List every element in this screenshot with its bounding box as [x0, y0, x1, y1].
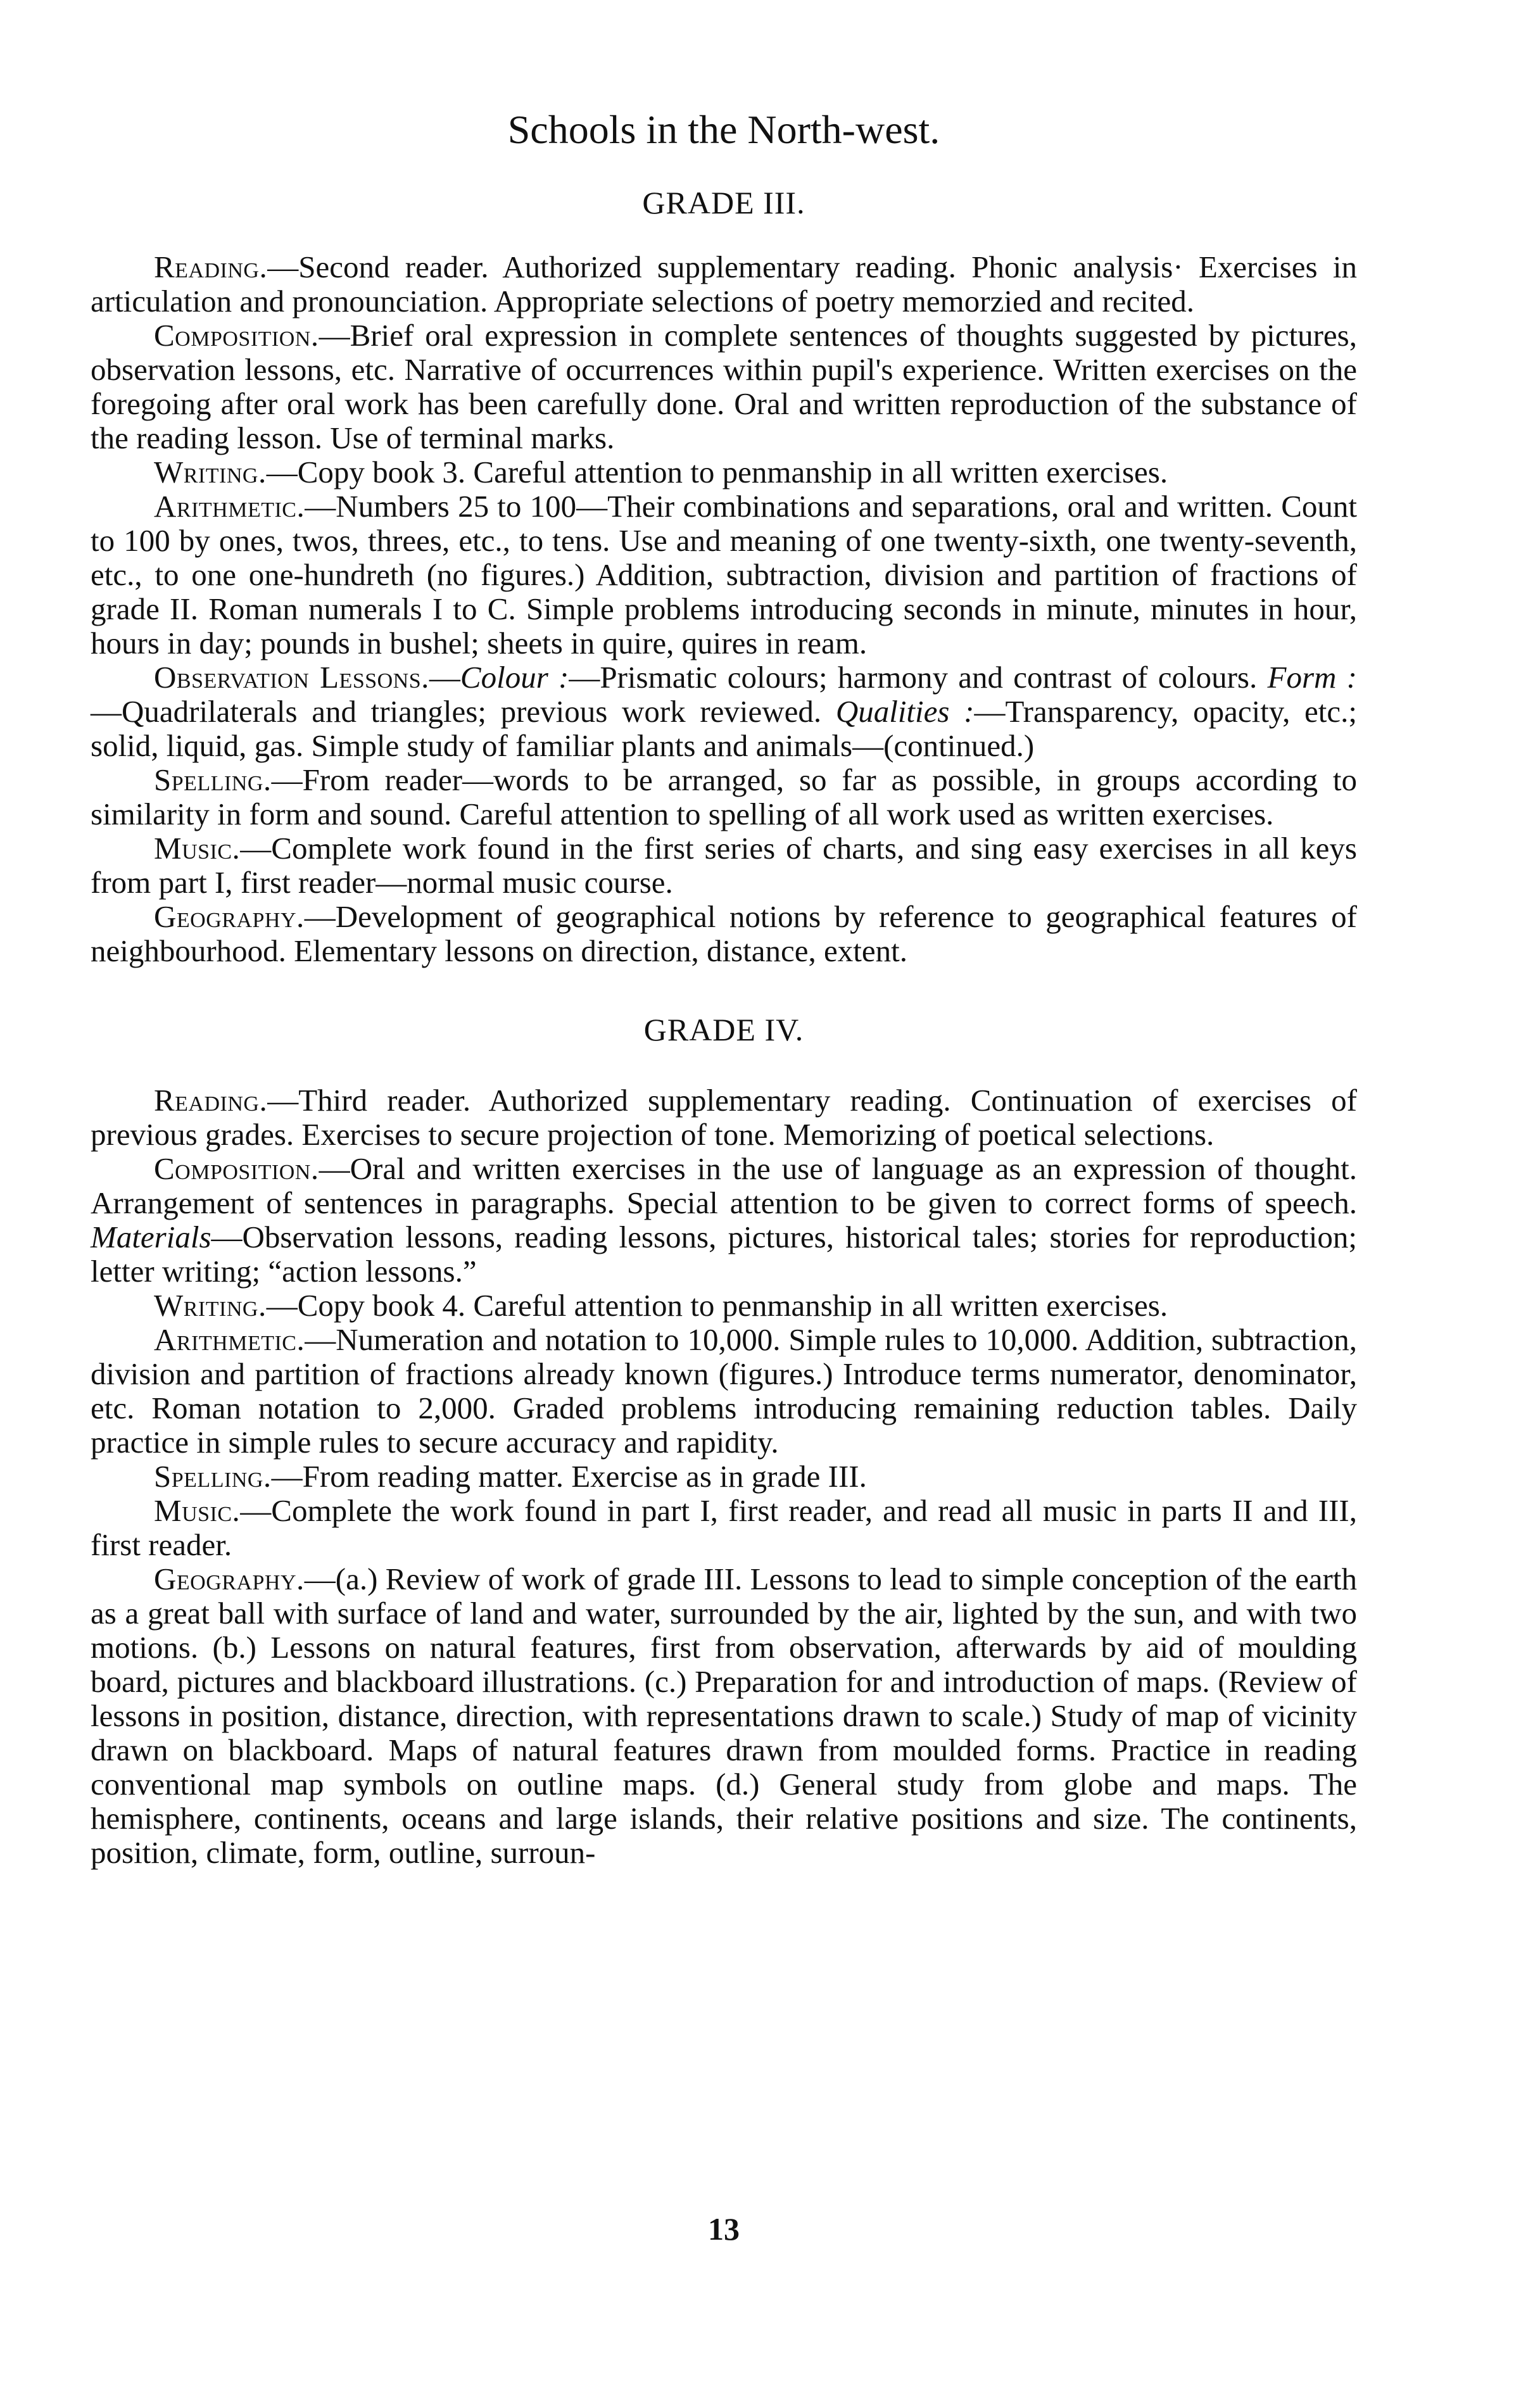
subject-label: Composition.: [154, 318, 319, 353]
subject-label: Spelling.: [154, 762, 272, 797]
grade-iv-music: [91, 1494, 1357, 1562]
subject-text: —From reader—words to be arranged, so far as possible, in groups according to similarity in form and sound. Careful attention to spelling of all work used as written exercises.: [91, 762, 1357, 831]
subject-label: Reading.: [154, 1083, 268, 1118]
grade-iii-composition: [91, 319, 1357, 455]
materials-text: —Observation lessons, reading lessons, pictures, historical tales; stories for reproduction; letter writing; “action lessons.”: [91, 1220, 1357, 1289]
subject-text: —Copy book 3. Careful attention to penmanship in all written exercises.: [266, 455, 1168, 489]
subject-text: —Numeration and notation to 10,000. Simple rules to 10,000. Addition, subtraction, division and partition of fractions already known (figures.) Introduce terms numerator, denominator, etc. Roman notation to 2,000. Graded problems introducing remaining reduction tables. Daily practice in simple rules to secure accuracy and rapidity.: [91, 1322, 1357, 1460]
grade-iv-reading: [91, 1083, 1357, 1152]
grade-iv-spelling: [91, 1460, 1357, 1494]
grade-iv-section: [91, 1007, 1357, 1870]
subject-text: —Numbers 25 to 100—Their combinations and separations, oral and written. Count to 100 by ones, twos, threes, etc., to tens. Use and meaning of one twenty-sixth, one twenty-seventh, etc., to one one-hundreth (no figures.) Addition, subtraction, division and partition of fractions of grade II. Roman numerals I to C. Simple problems introducing seconds in minute, minutes in hour, hours in day; pounds in bushel; sheets in quire, quires in ream.: [91, 489, 1357, 660]
grade-iv-geography: [91, 1562, 1357, 1870]
grade-iii-observation-lessons: Observation Lessons.—Colour :—Prismatic colours; harmony and contrast of colours. Form :—Quadrilaterals and triangles; previous work reviewed. Qualities :—Transparency, opacity, etc.; solid, liquid, gas. Simple study of familiar plants and animals—(continued.): [91, 660, 1357, 763]
grade-iii-geography: [91, 900, 1357, 968]
qualities-label: Qualities :: [835, 694, 975, 729]
subject-label: Music.: [154, 1493, 241, 1528]
subject-text: —(a.) Review of work of grade III. Lessons to lead to simple conception of the earth as a great ball with surface of land and water, surrounded by the air, lighted by the sun, and with two motions. (b.) Lessons on natural features, first from observation, afterwards by aid of moulding board, pictures and blackboard illustrations. (c.) Preparation for and introduction of maps. (Review of lessons in position, distance, direction, with representations drawn to scale.) Study of map of vicinity drawn on blackboard. Maps of natural features drawn from moulded forms. Practice in reading conventional map symbols on outline maps. (d.) General study from globe and maps. The hemisphere, continents, oceans and large islands, their relative positions and size. The continents, position, climate, form, outline, surroun-: [91, 1562, 1357, 1870]
grade-iii-arithmetic: [91, 489, 1357, 660]
grade-iii-section: [91, 180, 1357, 968]
grade-iii-music: [91, 831, 1357, 900]
qualities-text: —Transparency, opacity, etc.; solid, liquid, gas. Simple study of familiar plants and animals—(continued.): [91, 694, 1357, 763]
subject-text: —From reading matter. Exercise as in grade III.: [271, 1459, 867, 1494]
subject-label: Writing.: [154, 455, 267, 489]
subject-label: Music.: [154, 831, 241, 866]
subject-label: Arithmetic.: [154, 489, 305, 524]
subject-label: Writing.: [154, 1288, 267, 1323]
grade-iv-writing: [91, 1289, 1357, 1323]
grade-iv-arithmetic: [91, 1323, 1357, 1460]
form-text: —Quadrilaterals and triangles; previous work reviewed.: [91, 694, 822, 729]
document-page: [91, 101, 1357, 2247]
materials-label: Materials: [91, 1220, 211, 1254]
subject-text: —Second reader. Authorized supplementary reading. Phonic analysis· Exercises in articulation and pronounciation. Appropriate selections of poetry memorzied and recited.: [91, 249, 1357, 319]
subject-text: —Complete the work found in part I, first reader, and read all music in parts II and III, first reader.: [91, 1493, 1357, 1562]
subject-text: —Third reader. Authorized supplementary reading. Continuation of exercises of previous grades. Exercises to secure projection of tone. Memorizing of poetical selections.: [91, 1083, 1357, 1152]
subject-label: Geography.: [154, 1562, 305, 1596]
grade-iv-heading: GRADE IV.: [643, 1012, 804, 1047]
subject-label: Arithmetic.: [154, 1322, 305, 1357]
colour-text: —Prismatic colours; harmony and contrast of colours.: [569, 660, 1258, 695]
grade-iii-heading: GRADE III.: [642, 185, 805, 220]
page-number: 13: [708, 2211, 740, 2247]
subject-label: Reading.: [154, 249, 268, 284]
form-label: Form :: [1267, 660, 1357, 695]
colour-label: Colour :: [460, 660, 569, 695]
subject-label: Observation Lessons.: [154, 660, 429, 695]
subject-text: —Brief oral expression in complete sentences of thoughts suggested by pictures, observation lessons, etc. Narrative of occurrences within pupil's experience. Written exercises on the foregoing after oral work has been carefully done. Oral and written reproduction of the substance of the reading lesson. Use of terminal marks.: [91, 318, 1357, 455]
subject-text: —Oral and written exercises in the use of language as an expression of thought. Arrangement of sentences in paragraphs. Special attention to be given to correct forms of speech.: [91, 1151, 1357, 1220]
subject-label: Geography.: [154, 899, 305, 934]
subject-text: —Development of geographical notions by reference to geographical features of neighbourhood. Elementary lessons on direction, distance, extent.: [91, 899, 1357, 968]
subject-text: —Copy book 4. Careful attention to penmanship in all written exercises.: [266, 1288, 1168, 1323]
grade-iii-writing: [91, 455, 1357, 489]
grade-iv-composition: [91, 1152, 1357, 1289]
subject-text: —Complete work found in the first series of charts, and sing easy exercises in all keys from part I, first reader—normal music course.: [91, 831, 1357, 900]
subject-label: Composition.: [154, 1151, 319, 1186]
grade-iii-reading: [91, 250, 1357, 319]
running-head: Schools in the North-west.: [507, 107, 940, 152]
grade-iii-spelling: [91, 763, 1357, 831]
subject-label: Spelling.: [154, 1459, 272, 1494]
